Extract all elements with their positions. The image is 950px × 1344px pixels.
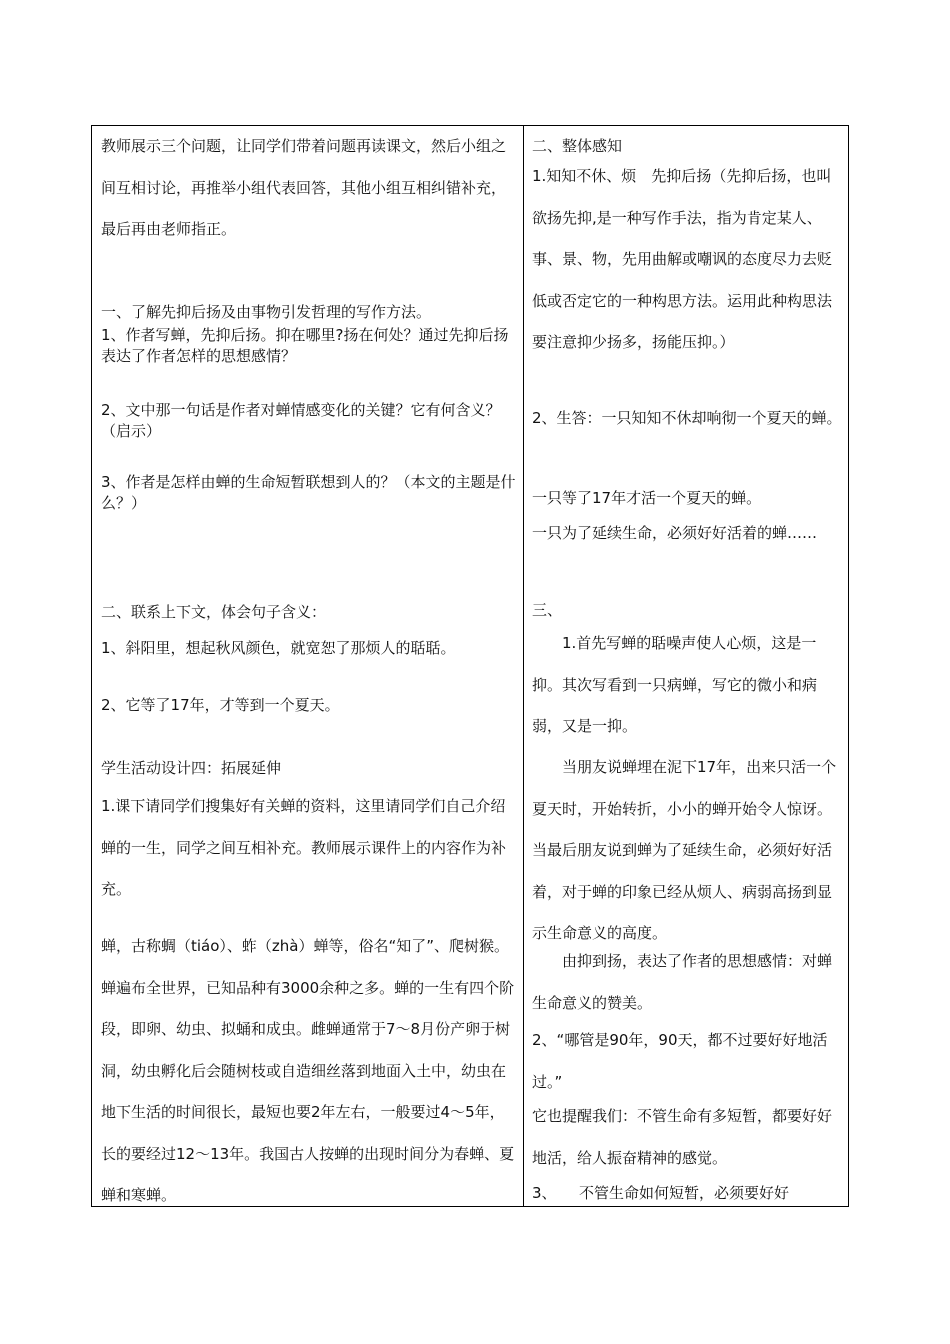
answer-2c: 一只为了延续生命，必须好好活着的蝉……	[532, 524, 818, 542]
paragraph-intro: 教师展示三个问题，让同学们带着问题再读课文，然后小组之间互相讨论，再推举小组代表回答，其他小组互相纠错补充，最后再由老师指正。	[101, 137, 507, 238]
answer-reminder: 它也提醒我们：不管生命有多短暂，都要好好地活，给人振奋精神的感觉。	[532, 1107, 833, 1167]
question-3: 3、作者是怎样由蝉的生命短暂联想到人的？（本文的主题是什么？）	[101, 473, 516, 512]
answer-2b: 一只等了17年才活一个夏天的蝉。	[532, 489, 762, 507]
answer-quote: 2、“哪管是90年，90天，都不过要好好地活过。”	[532, 1031, 828, 1091]
heading-overall: 二、整体感知	[532, 137, 623, 155]
answer-3: 3、 不管生命如何短暂，必须要好好	[532, 1184, 790, 1202]
teacher-activity-column	[101, 126, 519, 1206]
analysis-2: 当朋友说蝉埋在泥下17年，出来只活一个夏天时，开始转折，小小的蝉开始令人惊讶。当最后朋友说到蝉为了延续生命，必须好好活着，对于蝉的印象已经从烦人、病弱高扬到显示生命意义的高度。	[532, 758, 837, 942]
section-heading-method: 一、了解先抑后扬及由事物引发哲理的写作方法。	[101, 303, 432, 321]
activity-heading: 学生活动设计四：拓展延伸	[101, 759, 282, 777]
activity-instruction: 1.课下请同学们搜集好有关蝉的资料，这里请同学们自己介绍蝉的一生，同学之间互相补充。教师展示课件上的内容作为补充。	[101, 797, 507, 898]
sentence-2: 2、它等了17年，才等到一个夏天。	[101, 696, 340, 714]
heading-three: 三、	[532, 601, 563, 619]
question-1: 1、作者写蝉，先抑后扬。抑在哪里?扬在何处？通过先抑后扬表达了作者怎样的思想感情？	[101, 326, 509, 365]
student-activity-column	[532, 126, 842, 1206]
answer-1: 1.知知不休、烦 先抑后扬（先抑后扬，也叫欲扬先抑,是一种写作手法，指为肯定某人、事、景、物，先用曲解或嘲讽的态度尽力去贬低或否定它的一种构思方法。运用此种构思法要注意抑少扬多，扬能压抑。）	[532, 167, 833, 351]
answer-2: 2、生答：一只知知不休却响彻一个夏天的蝉。	[532, 409, 842, 427]
analysis-3: 由抑到扬，表达了作者的思想感情：对蝉生命意义的赞美。	[532, 952, 833, 1012]
question-2: 2、文中那一句话是作者对蝉情感变化的关键？它有何含义？（启示）	[101, 401, 501, 440]
lesson-table	[91, 125, 849, 1207]
sentence-1: 1、斜阳里，想起秋风颜色，就宽恕了那烦人的聒聒。	[101, 639, 456, 657]
cicada-info: 蝉，古称蜩（tiáo）、蚱（zhà）蝉等，俗名“知了”、爬树猴。蝉遍布全世界，已知品种有3000余种之多。蝉的一生有四个阶段，即卵、幼虫、拟蛹和成虫。雌蝉通常于7～8月份产卵于树洞，幼虫孵化后会随树枝或自造细丝落到地面入土中，幼虫在地下生活的时间很长，最短也要2年左右，一般要过4～5年，长的要经过12～13年。我国古人按蝉的出现时间分为春蝉、夏蝉和寒蝉。	[101, 937, 515, 1204]
section-heading-context: 二、联系上下文，体会句子含义：	[101, 603, 327, 621]
analysis-1: 1.首先写蝉的聒噪声使人心烦，这是一抑。其次写看到一只病蝉，写它的微小和病弱，又是一抑。	[532, 634, 818, 735]
column-divider	[523, 126, 524, 1206]
